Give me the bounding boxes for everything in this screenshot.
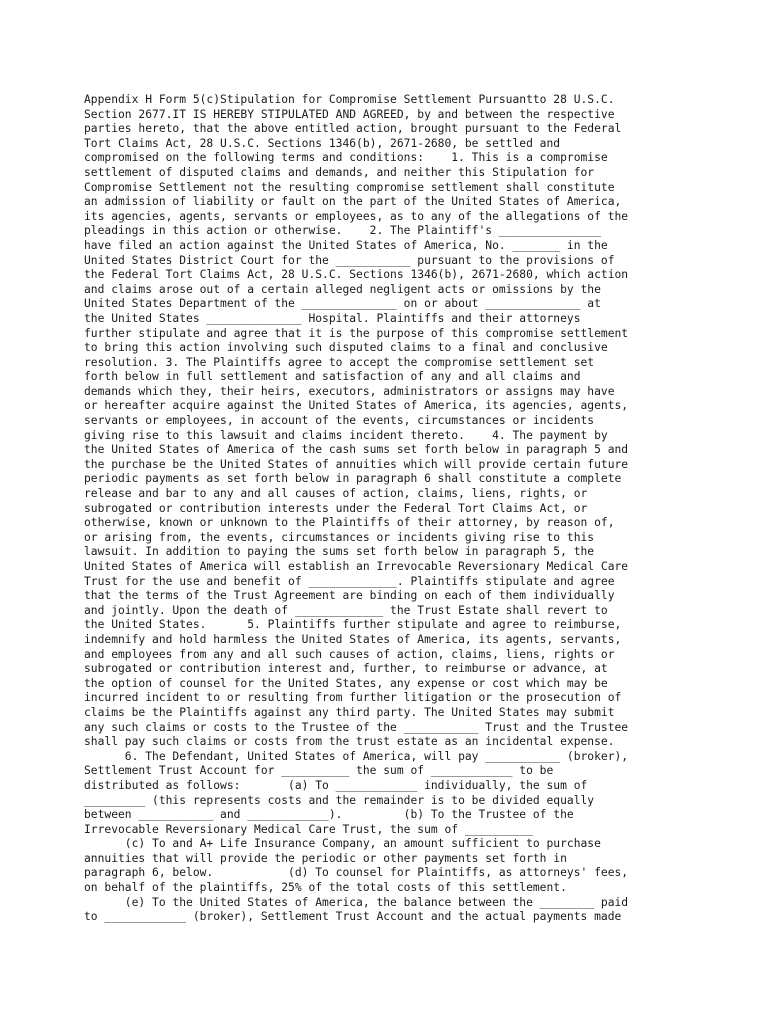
document-line: paragraph 6, below. (d) To counsel for Plaintiffs, as attorneys' fees, [84, 866, 629, 880]
document-line: pleadings in this action or otherwise. 2. The Plaintiff's _______________ [84, 224, 601, 238]
document-line: Appendix H Form 5(c)Stipulation for Compromise Settlement Pursuantto 28 U.S.C. [84, 93, 615, 106]
document-line: giving rise to this lawsuit and claims incident thereto. 4. The payment by [84, 428, 608, 442]
document-line: United States of America will establish an Irrevocable Reversionary Medical Care [84, 560, 629, 573]
document-line: to bring this action involving such disputed claims to a final and conclusive [84, 341, 608, 355]
document-line: periodic payments as set forth below in paragraph 6 shall constitute a complete [84, 472, 622, 486]
document-line: parties hereto, that the above entitled action, brought pursuant to the Federal [84, 122, 622, 136]
document-line: to ____________ (broker), Settlement Trust Account and the actual payments made [84, 910, 622, 924]
document-line: any such claims or costs to the Trustee of the ___________ Trust and the Trustee [84, 720, 629, 734]
document-line: indemnify and hold harmless the United States of America, its agents, servants, [84, 632, 622, 646]
document-line: 6. The Defendant, United States of America, will pay ___________ (broker), [84, 749, 629, 763]
document-line: United States District Court for the ___________ pursuant to the provisions of [84, 253, 615, 267]
document-line: compromised on the following terms and conditions: 1. This is a compromise [84, 151, 608, 165]
document-line: annuities that will provide the periodic or other payments set forth in [84, 851, 567, 865]
document-line: the United States. 5. Plaintiffs further stipulate and agree to reimburse, [84, 618, 622, 632]
document-line: incurred incident to or resulting from further litigation or the prosecution of [84, 691, 622, 705]
document-line: forth below in full settlement and satisfaction of any and all claims and [84, 370, 581, 384]
document-line: an admission of liability or fault on the part of the United States of America, [84, 195, 622, 209]
document-line: release and bar to any and all causes of action, claims, liens, rights, or [84, 487, 588, 501]
document-line: (c) To and A+ Life Insurance Company, an amount sufficient to purchase [84, 837, 601, 851]
document-line: Section 2677.IT IS HEREBY STIPULATED AND AGREED, by and between the respective [84, 107, 615, 121]
document-line: that the terms of the Trust Agreement are binding on each of them individually [84, 589, 615, 603]
document-line: Tort Claims Act, 28 U.S.C. Sections 1346(b), 2671-2680, be settled and [84, 136, 561, 150]
document-line: resolution. 3. The Plaintiffs agree to accept the compromise settlement set [84, 355, 595, 369]
document-line: on behalf of the plaintiffs, 25% of the total costs of this settlement. [84, 881, 567, 895]
document-line: _________ (this represents costs and the remainder is to be divided equally [84, 793, 595, 807]
document-line: United States Department of the ______________ on or about ______________ at [84, 297, 601, 311]
document-line: Trust for the use and benefit of _____________. Plaintiffs stipulate and agree [84, 574, 615, 588]
document-line: and employees from any and all such causes of action, claims, liens, rights or [84, 647, 615, 661]
document-line: the purchase be the United States of annuities which will provide certain future [84, 457, 629, 471]
document-line: subrogated or contribution interest and, further, to reimburse or advance, at [84, 662, 608, 676]
document-line: distributed as follows: (a) To ____________ individually, the sum of [84, 778, 588, 792]
document-body [84, 93, 724, 925]
document-line: have filed an action against the United States of America, No. _______ in the [84, 238, 608, 252]
document-line: subrogated or contribution interests under the Federal Tort Claims Act, or [84, 501, 588, 515]
document-line: further stipulate and agree that it is the purpose of this compromise settlement [84, 326, 629, 340]
document-line: or arising from, the events, circumstances or incidents giving rise to this [84, 530, 595, 544]
document-line: the United States ______________ Hospital. Plaintiffs and their attorneys [84, 311, 581, 325]
document-line: settlement of disputed claims and demands, and neither this Stipulation for [84, 165, 595, 179]
document-line: the United States of America of the cash sums set forth below in paragraph 5 and [84, 443, 629, 457]
document-line: shall pay such claims or costs from the trust estate as an incidental expense. [84, 735, 615, 749]
document-line: (e) To the United States of America, the balance between the ________ paid [84, 895, 629, 909]
document-line: the option of counsel for the United States, any expense or cost which may be [84, 676, 608, 690]
document-line: and jointly. Upon the death of _____________ the Trust Estate shall revert to [84, 603, 608, 617]
document-line: between ___________ and ____________). (b) To the Trustee of the [84, 808, 574, 822]
document-line: the Federal Tort Claims Act, 28 U.S.C. Sections 1346(b), 2671-2680, which action [84, 268, 629, 282]
document-line: servants or employees, in account of the events, circumstances or incidents [84, 414, 595, 428]
document-line: Irrevocable Reversionary Medical Care Trust, the sum of __________ [84, 822, 533, 836]
document-line: otherwise, known or unknown to the Plaintiffs of their attorney, by reason of, [84, 516, 615, 530]
document-line: Settlement Trust Account for __________ the sum of ____________ to be [84, 764, 554, 778]
document-line: and claims arose out of a certain alleged negligent acts or omissions by the [84, 282, 601, 296]
document-line: its agencies, agents, servants or employees, as to any of the allegations of the [84, 209, 629, 223]
document-line: demands which they, their heirs, executors, administrators or assigns may have [84, 384, 615, 398]
document-line: or hereafter acquire against the United States of America, its agencies, agents, [84, 399, 629, 413]
document-line: claims be the Plaintiffs against any third party. The United States may submit [84, 705, 615, 719]
document-line: lawsuit. In addition to paying the sums set forth below in paragraph 5, the [84, 545, 595, 559]
document-line: Compromise Settlement not the resulting compromise settlement shall constitute [84, 180, 615, 194]
